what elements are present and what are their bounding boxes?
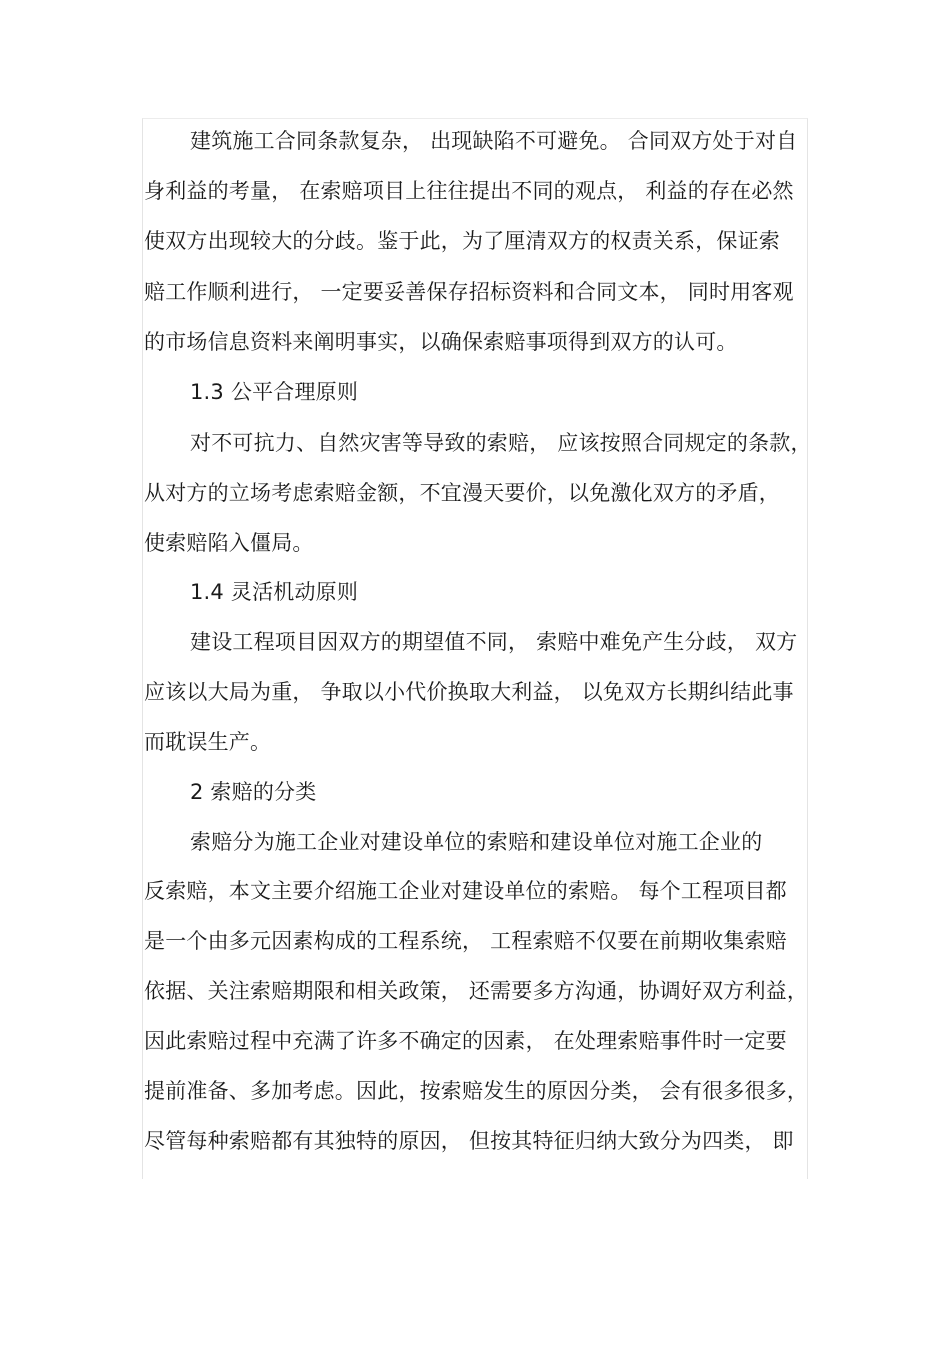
paragraph-line: 从对方的立场考虑索赔金额，不宜漫天要价，以免激化双方的矛盾， xyxy=(144,481,780,505)
paragraph-line: 建设工程项目因双方的期望值不同， 索赔中难免产生分歧， 双方 xyxy=(190,630,798,654)
paragraph-line: 索赔分为施工企业对建设单位的索赔和建设单位对施工企业的 xyxy=(190,830,763,854)
paragraph-line: 赔工作顺利进行， 一定要妥善保存招标资料和合同文本， 同时用客观 xyxy=(144,280,794,304)
paragraph-line: 反索赔，本文主要介绍施工企业对建设单位的索赔。 每个工程项目都 xyxy=(144,879,787,903)
section-heading-1-4: 1.4 灵活机动原则 xyxy=(190,580,359,604)
section-heading-1-3: 1.3 公平合理原则 xyxy=(190,380,359,404)
paragraph-line: 提前准备、多加考虑。因此，按索赔发生的原因分类， 会有很多很多， xyxy=(144,1079,809,1103)
section-heading-2: 2 索赔的分类 xyxy=(190,780,317,804)
paragraph-line: 是一个由多元因素构成的工程系统， 工程索赔不仅要在前期收集索赔 xyxy=(144,929,787,953)
paragraph-line: 建筑施工合同条款复杂， 出现缺陷不可避免。 合同双方处于对自 xyxy=(190,129,798,153)
paragraph-line: 依据、关注索赔期限和相关政策， 还需要多方沟通，协调好双方利益， xyxy=(144,979,809,1003)
paragraph-line: 对不可抗力、自然灾害等导致的索赔， 应该按照合同规定的条款， xyxy=(190,431,812,455)
paragraph-line: 使索赔陷入僵局。 xyxy=(144,531,314,555)
paragraph-line: 使双方出现较大的分歧。鉴于此，为了厘清双方的权责关系，保证索 xyxy=(144,229,780,253)
paragraph-line: 因此索赔过程中充满了许多不确定的因素， 在处理索赔事件时一定要 xyxy=(144,1029,787,1053)
paragraph-line: 尽管每种索赔都有其独特的原因， 但按其特征归纳大致分为四类， 即 xyxy=(144,1129,794,1153)
paragraph-line: 的市场信息资料来阐明事实，以确保索赔事项得到双方的认可。 xyxy=(144,330,738,354)
paragraph-line: 而耽误生产。 xyxy=(144,730,272,754)
paragraph-line: 身利益的考量， 在索赔项目上往往提出不同的观点， 利益的存在必然 xyxy=(144,179,794,203)
paragraph-line: 应该以大局为重， 争取以小代价换取大利益， 以免双方长期纠结此事 xyxy=(144,680,794,704)
